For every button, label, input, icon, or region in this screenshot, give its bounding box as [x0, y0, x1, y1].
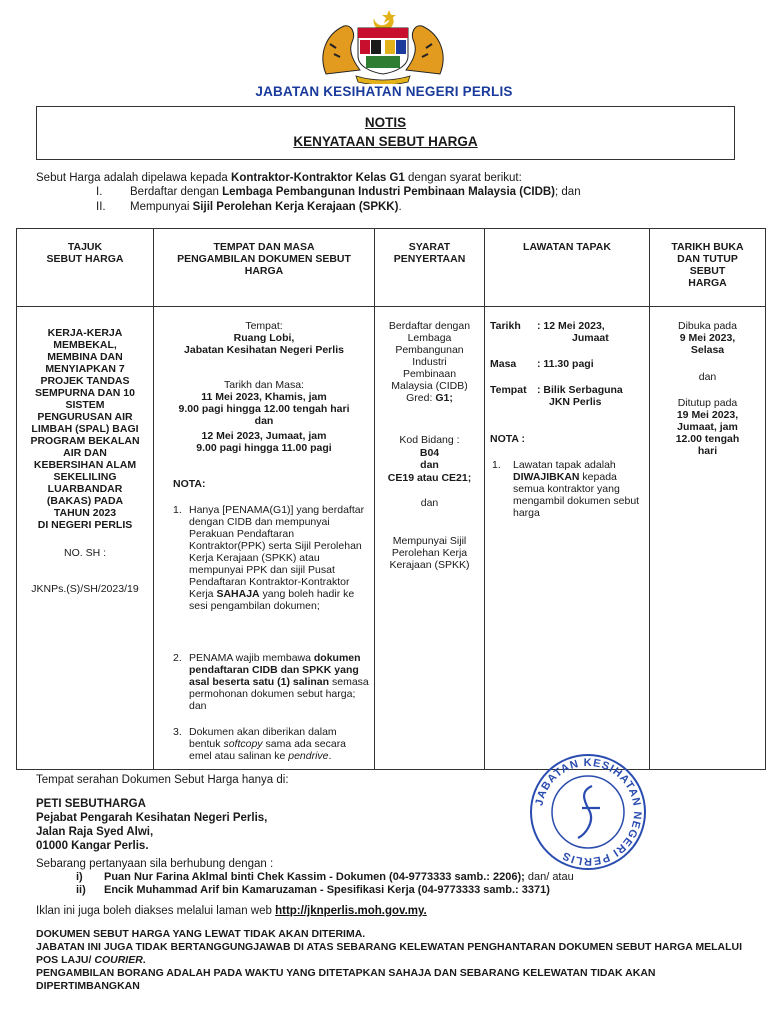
address-line: PETI SEBUTHARGA — [36, 798, 146, 810]
header-divider — [17, 306, 765, 307]
notice-title-box — [36, 106, 735, 160]
contact-item — [104, 884, 550, 897]
note-item: Dokumen akan diberikan dalam bentuk softcopy sama ada secara emel atau salinan ke pendrive. — [189, 726, 347, 762]
svg-text:JABATAN KESIHATAN NEGERI PERLI: JABATAN KESIHATAN NEGERI PERLIS — [533, 756, 644, 868]
visit-time-label: Masa — [490, 358, 517, 370]
header-syarat: SYARAT PENYERTAAN — [393, 241, 466, 265]
visit-place-2: JKN Perlis — [549, 396, 602, 408]
syarat-gred — [375, 392, 484, 404]
contact-number: i) — [76, 871, 83, 883]
address-line: Pejabat Pengarah Kesihatan Negeri Perlis, — [36, 812, 268, 824]
website-link[interactable]: http://jknperlis.moh.gov.my. — [275, 905, 427, 917]
contact-suffix: dan/ atau — [524, 871, 574, 883]
kod-bidang-label: Kod Bidang : — [399, 434, 460, 446]
requirement-bold: Lembaga Pembangunan Industri Pembinaan Malaysia (CIDB) — [222, 186, 556, 198]
closing-label: Ditutup pada — [677, 397, 738, 409]
notice-title: NOTIS — [364, 115, 407, 130]
column-divider — [484, 229, 485, 769]
contact-text: Encik Muhammad Arif bin Kamaruzaman - Spesifikasi Kerja (04-9773333 samb.: 3371) — [104, 884, 550, 896]
address-line: Jalan Raja Syed Alwi, — [36, 826, 154, 838]
visit-place: : Bilik Serbaguna — [537, 384, 623, 396]
contact-text: Puan Nur Farina Aklmal binti Chek Kassim - Dokumen (04-9773333 samb.: 2206); — [104, 871, 525, 883]
submission-address — [36, 797, 267, 853]
warning-notes — [36, 928, 746, 993]
place-value: Ruang Lobi, Jabatan Kesihatan Negeri Perlis — [184, 332, 344, 356]
warning-line: PENGAMBILAN BORANG ADALAH PADA WAKTU YANG DITETAPKAN SAHAJA DAN SEBARANG KELEWATAN TIDAK AKAN DIPERTIMBANGKAN — [36, 967, 656, 992]
contact-number: ii) — [76, 884, 86, 896]
note-item: PENAMA wajib membawa dokumen pendaftaran CIDB dan SPKK yang asal beserta satu (1) salinan semasa permohonan dokumen sebut harga; dan — [189, 652, 369, 712]
visit-place-label: Tempat — [490, 384, 527, 396]
intro-suffix: dengan syarat berikut: — [404, 172, 522, 184]
visit-note: Lawatan tapak adalah DIWAJIBKAN kepada semua kontraktor yang mengambil dokumen sebut harga — [513, 459, 640, 519]
coat-of-arms-logo — [304, 4, 462, 84]
visit-notes-label: NOTA : — [490, 433, 525, 445]
department-name: JABATAN KESIHATAN NEGERI PERLIS — [255, 84, 513, 99]
warning-line: JABATAN INI JUGA TIDAK BERTANGGUNGJAWAB DI ATAS SEBARANG KELEWATAN PENGHANTARAN DOKUMEN SEBUT HARGA MELALUI POS LAJU/ COURIER. — [36, 941, 743, 966]
requirement-item — [96, 200, 402, 214]
syarat-cidb: Berdaftar dengan Lembaga Pembangunan Industri Pembinaan Malaysia (CIDB) — [388, 320, 471, 392]
requirement-bold: Sijil Perolehan Kerja Kerajaan (SPKK) — [192, 201, 399, 213]
contact-item — [104, 871, 574, 884]
visit-time: : 11.30 pagi — [537, 358, 594, 370]
note-item: Hanya [PENAMA(G1)] yang berdaftar dengan CIDB dan mempunyai Perakuan Pendaftaran Kontraktor(PPK) serta Sijil Perolehan Kerja Kerajaan (SPKK) atau mempunyai PPK dan sijil Pusat Pendaftaran Kontraktor-Kontraktor Kerja SAHAJA yang boleh hadir ke sesi pengambilan dokumen; — [189, 504, 365, 612]
opening-label: Dibuka pada — [678, 320, 737, 332]
header-tarikh: TARIKH BUKA DAN TUTUP SEBUT HARGA — [671, 241, 744, 289]
datetime-and: dan — [254, 415, 274, 427]
website-line — [36, 904, 427, 918]
requirement-suffix: . — [398, 201, 402, 213]
note-number: 2. — [173, 652, 182, 664]
datetime-second: 12 Mei 2023, Jumaat, jam 9.00 pagi hingga 11.00 pagi — [196, 430, 332, 454]
submission-label: Tempat serahan Dokumen Sebut Harga hanya di: — [36, 774, 289, 786]
quotation-reference: JKNPs.(S)/SH/2023/19 — [31, 583, 139, 595]
requirement-text: Berdaftar dengan — [130, 186, 223, 198]
note-number: 3. — [173, 726, 182, 738]
datetime-first: 11 Mei 2023, Khamis, jam 9.00 pagi hingga 12.00 tengah hari — [178, 391, 350, 415]
header-tempat: TEMPAT DAN MASA PENGAMBILAN DOKUMEN SEBUT HARGA — [177, 241, 351, 277]
opening-date: 9 Mei 2023, Selasa — [679, 332, 736, 356]
kod-bidang-2: CE19 atau CE21; — [387, 472, 472, 484]
visit-date-label: Tarikh — [490, 320, 521, 332]
requirement-number: II. — [96, 201, 106, 213]
syarat-and: dan — [420, 497, 439, 509]
intro-paragraph — [36, 171, 522, 185]
header-tajuk: TAJUK SEBUT HARGA — [46, 241, 124, 265]
notes-label: NOTA: — [173, 478, 206, 490]
intro-contractor-class: Kontraktor-Kontraktor Kelas G1 — [231, 172, 405, 184]
website-prefix: Iklan ini juga boleh diakses melalui laman web — [36, 905, 276, 917]
place-label: Tempat: — [245, 320, 283, 332]
official-stamp — [528, 752, 648, 872]
note-number: 1. — [173, 504, 182, 516]
quotation-number-label: NO. SH : — [63, 547, 106, 559]
header-lawatan: LAWATAN TAPAK — [523, 241, 611, 253]
requirement-suffix: ; dan — [555, 186, 581, 198]
requirement-item — [96, 185, 581, 199]
quotation-title: KERJA-KERJA MEMBEKAL, MEMBINA DAN MENYIAPKAN 7 PROJEK TANDAS SEMPURNA DAN 10 SISTEM PENGURUSAN AIR LIMBAH (SPAL) BAGI PROGRAM BEKALAN AIR DAN KEBERSIHAN ALAM SEKELILING LUARBANDAR (BAKAS) PADA TAHUN 2023 DI NEGERI PERLIS — [30, 327, 140, 531]
column-divider — [153, 229, 154, 769]
quotation-table — [16, 228, 766, 770]
contact-label: Sebarang pertanyaan sila berhubung dengan : — [36, 858, 274, 870]
column-divider — [649, 229, 650, 769]
notice-subtitle: KENYATAAN SEBUT HARGA — [293, 134, 478, 149]
kod-bidang-1: B04 — [419, 447, 440, 459]
kod-bidang-and: dan — [420, 459, 439, 471]
intro-prefix: Sebut Harga adalah dipelawa kepada — [36, 172, 232, 184]
dates-and: dan — [698, 371, 717, 383]
gred-label: Gred: — [406, 392, 436, 404]
gred-value: G1; — [435, 392, 453, 404]
address-line: 01000 Kangar Perlis. — [36, 840, 149, 852]
requirement-text: Mempunyai — [130, 201, 193, 213]
visit-date: : 12 Mei 2023, — [537, 320, 605, 332]
datetime-label: Tarikh dan Masa: — [224, 379, 304, 391]
warning-line: DOKUMEN SEBUT HARGA YANG LEWAT TIDAK AKAN DITERIMA. — [36, 928, 366, 940]
visit-note-number: 1. — [492, 459, 501, 471]
syarat-spkk: Mempunyai Sijil Perolehan Kerja Kerajaan (SPKK) — [389, 535, 470, 571]
requirement-number: I. — [96, 186, 103, 198]
closing-date: 19 Mei 2023, Jumaat, jam 12.00 tengah hari — [675, 409, 740, 457]
visit-day: Jumaat — [572, 332, 609, 344]
